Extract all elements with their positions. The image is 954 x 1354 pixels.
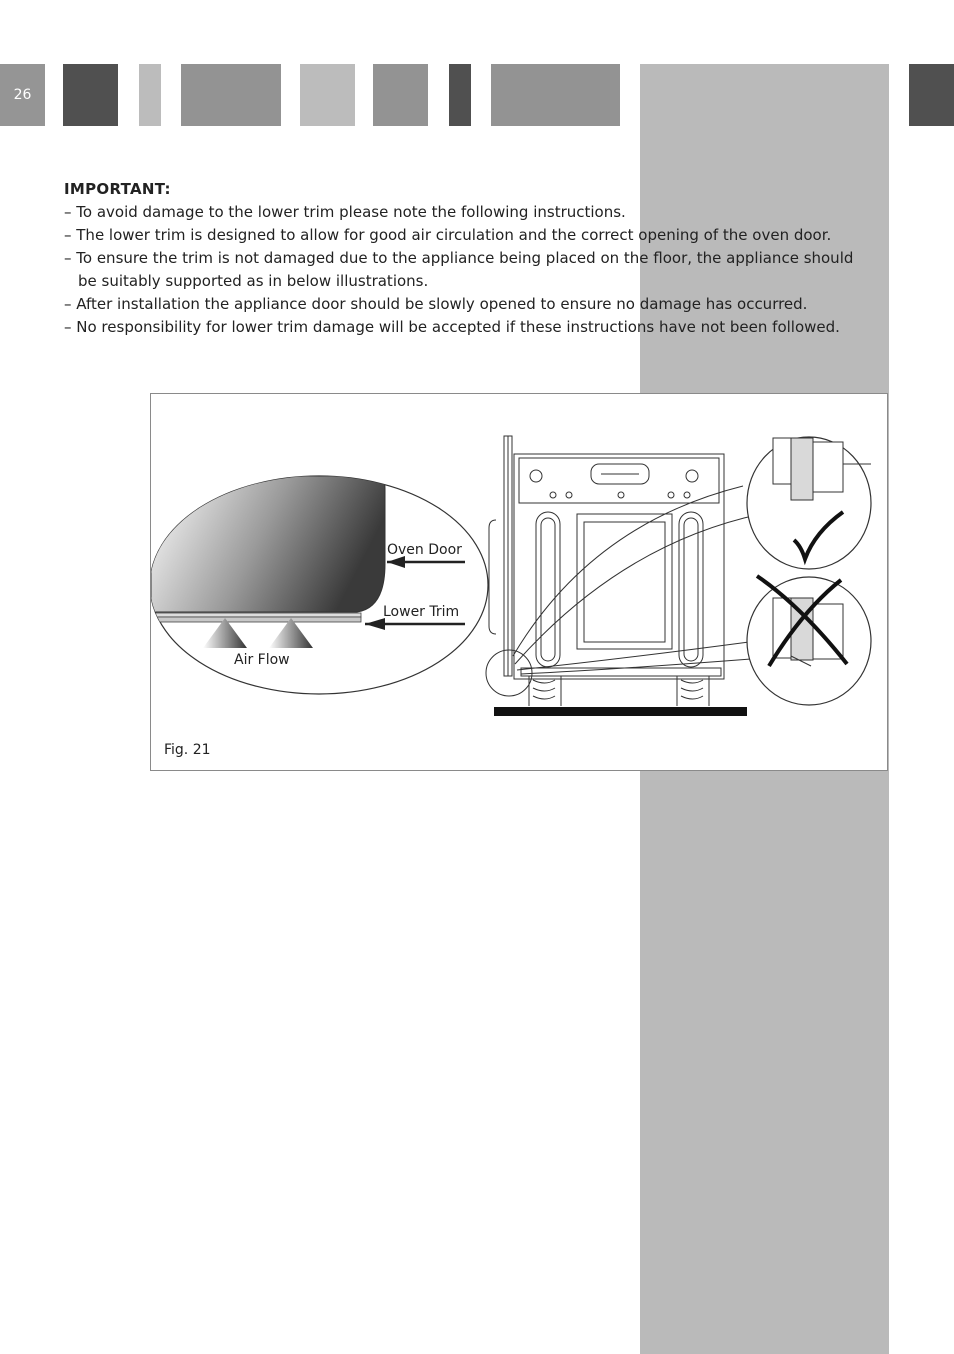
header-block	[181, 64, 281, 126]
figure-21	[150, 393, 888, 771]
header-block	[300, 64, 355, 126]
header-block	[449, 64, 471, 126]
header-block	[63, 64, 118, 126]
header-block	[909, 64, 954, 126]
oven-door-label: Oven Door	[387, 542, 462, 558]
incorrect-detail	[747, 576, 871, 705]
floor-support	[494, 707, 747, 716]
notice-heading: IMPORTANT:	[64, 180, 171, 198]
header-block	[373, 64, 428, 126]
notice-item: – No responsibility for lower trim damage will be accepted if these instructions have not been followed.	[64, 318, 840, 336]
lower-trim-label: Lower Trim	[383, 604, 460, 620]
header-block	[491, 64, 620, 126]
correct-detail	[747, 437, 871, 569]
air-flow-label: Air Flow	[234, 652, 290, 668]
notice-item: – After installation the appliance door should be slowly opened to ensure no damage has occurred.	[64, 295, 808, 313]
figure-caption: Fig. 21	[164, 742, 211, 758]
oven-drawing	[486, 436, 724, 706]
header-block	[139, 64, 161, 126]
notice-item: – To ensure the trim is not damaged due to the appliance being placed on the floor, the appliance should be suitably supported as in below illustrations.	[64, 249, 854, 290]
page-number: 26	[0, 64, 45, 126]
trim-illustration	[151, 394, 889, 772]
notice-item: – To avoid damage to the lower trim please note the following instructions.	[64, 203, 626, 221]
notice-item: – The lower trim is designed to allow for good air circulation and the correct opening of the oven door.	[64, 226, 832, 244]
detail-ellipse	[151, 476, 488, 694]
important-notice	[64, 178, 864, 339]
